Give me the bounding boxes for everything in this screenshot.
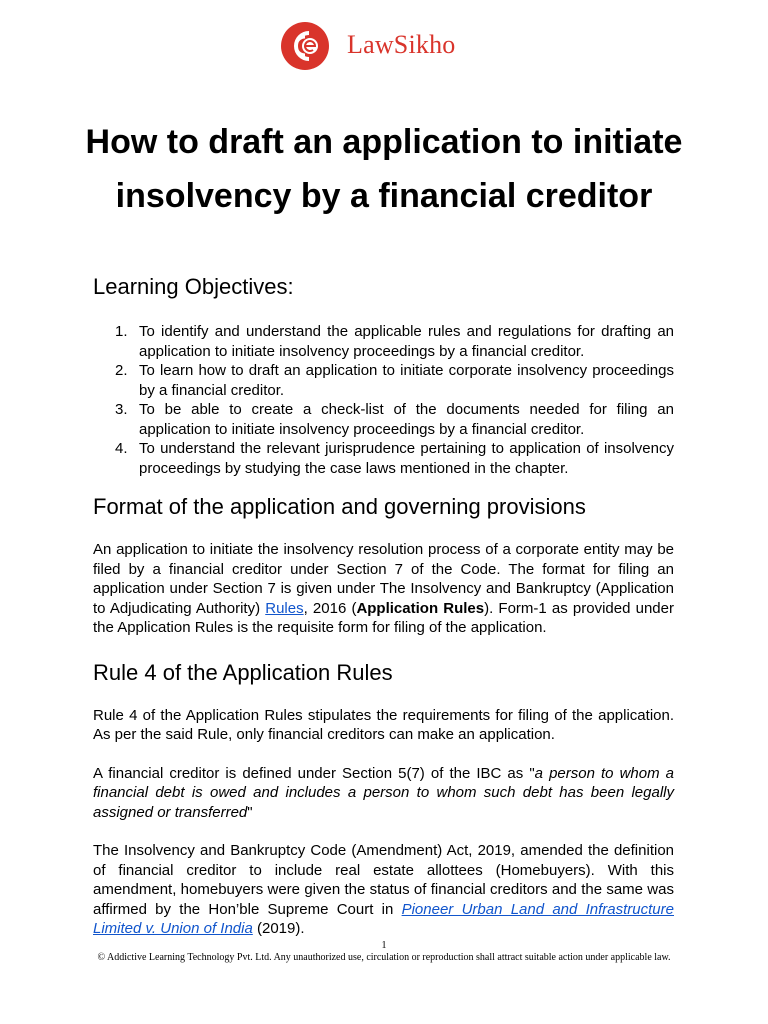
list-item <box>93 361 674 400</box>
format-paragraph: An application to initiate the insolvency resolution process of a corporate entity may be filed by a financial creditor under Section 7 of the Code. The format for filing an application under Section 7 is given under The Insolvency and Bankruptcy (Application to Adjudicating Authority) Rules, 2016 (Application Rules). Form-1 as provided under the Application Rules is the requisite form for filing of the application. <box>93 541 674 636</box>
rule4-heading: Rule 4 of the Application Rules <box>93 659 393 685</box>
list-item-number: 2. <box>115 362 128 379</box>
rules-link[interactable]: Rules <box>265 599 304 617</box>
financial-creditor-definition: A financial creditor is defined under Section 5(7) of the IBC as "a person to whom a financial debt is owed and includes a person to whom such debt has been legally assigned or transferred" <box>93 764 674 821</box>
list-item-number: 3. <box>115 401 128 418</box>
amendment-paragraph: The Insolvency and Bankruptcy Code (Amendment) Act, 2019, amended the definition of financial creditor to include real estate allottees (Homebuyers). With this amendment, homebuyers were given the status of financial creditors and the same was affirmed by the Hon’ble Supreme Court in Pioneer Urban Land and Infrastructure Limited v. Union of India (2019). <box>93 842 674 937</box>
list-item-text: To identify and understand the applicable rules and regulations for drafting an application to initiate insolvency proceedings by a financial creditor. <box>139 323 674 360</box>
lawsikho-logo-icon[interactable] <box>279 22 331 70</box>
learning-objectives-heading: Learning Objectives: <box>93 274 294 299</box>
learning-objectives-list <box>93 322 674 478</box>
rule4-paragraph: Rule 4 of the Application Rules stipulates the requirements for filing of the application. As per the said Rule, only financial creditors can make an application. <box>93 706 674 743</box>
format-heading: Format of the application and governing provisions <box>93 494 586 519</box>
list-item <box>93 439 674 478</box>
page-title: How to draft an application to initiate insolvency by a financial creditor <box>85 123 683 215</box>
list-item-text: To learn how to draft an application to initiate corporate insolvency proceedings by a financial creditor. <box>139 362 674 399</box>
list-item-number: 1. <box>115 323 128 340</box>
list-item <box>93 322 674 361</box>
list-item <box>93 400 674 439</box>
definition-quote: a person to whom a financial debt is owed and includes a person to whom such debt has been legally assigned or transferred <box>93 764 674 821</box>
copyright-notice: © Addictive Learning Technology Pvt. Ltd. Any unauthorized use, circulation or reproduction shall attract suitable action under applicable law. <box>97 952 671 963</box>
list-item-text: To be able to create a check-list of the documents needed for filing an application to initiate insolvency proceedings by a financial creditor. <box>139 401 674 438</box>
header <box>0 22 768 72</box>
list-item-number: 4. <box>115 440 128 457</box>
pioneer-case-link[interactable]: Pioneer Urban Land and Infrastructure Limited v. Union of India <box>93 900 674 937</box>
application-rules-term: Application Rules <box>356 599 485 617</box>
document-body <box>93 272 674 939</box>
list-item-text: To understand the relevant jurisprudence pertaining to application of insolvency proceedings by studying the case laws mentioned in the chapter. <box>139 440 674 477</box>
brand-name[interactable]: LawSikho <box>347 30 456 59</box>
page-number: 1 <box>381 940 387 951</box>
page-footer <box>84 940 684 964</box>
